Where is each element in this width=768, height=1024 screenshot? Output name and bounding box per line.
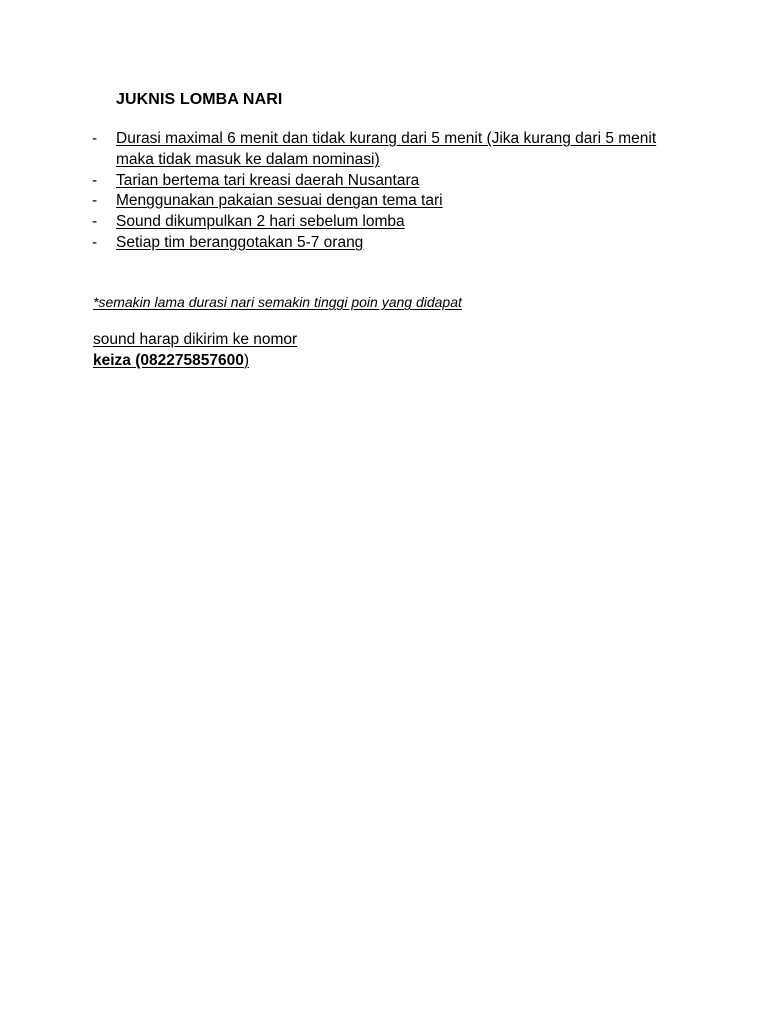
contact-instruction: sound harap dikirim ke nomor (93, 331, 298, 348)
bullet-dash: - (92, 213, 98, 231)
contact-closing: ) (243, 352, 250, 369)
rule-text: Setiap tim beranggotakan 5-7 orang (116, 233, 364, 251)
contact-block (93, 329, 297, 371)
duration-note: *semakin lama durasi nari semakin tinggi poin yang didapat (93, 294, 462, 310)
rule-text: Tarian bertema tari kreasi daerah Nusantara (116, 171, 420, 189)
rules-list (92, 129, 672, 254)
bullet-dash: - (92, 130, 98, 147)
bullet-dash: - (92, 192, 98, 210)
bullet-dash: - (92, 233, 98, 251)
document-title: JUKNIS LOMBA NARI (116, 91, 283, 108)
rule-item (92, 191, 672, 212)
rule-item (92, 212, 672, 233)
rule-text: Menggunakan pakaian sesuai dengan tema tari (116, 192, 443, 210)
rule-item (92, 233, 672, 254)
rule-text: Durasi maximal 6 menit dan tidak kurang dari 5 menit (Jika kurang dari 5 menit maka tidak masuk ke dalam nominasi) (116, 130, 657, 168)
rule-item (92, 171, 672, 192)
rule-item (92, 129, 672, 171)
contact-number-line (93, 350, 297, 371)
contact-name-number: keiza (082275857600 (93, 352, 244, 369)
rule-text: Sound dikumpulkan 2 hari sebelum lomba (116, 213, 405, 231)
bullet-dash: - (92, 171, 98, 189)
